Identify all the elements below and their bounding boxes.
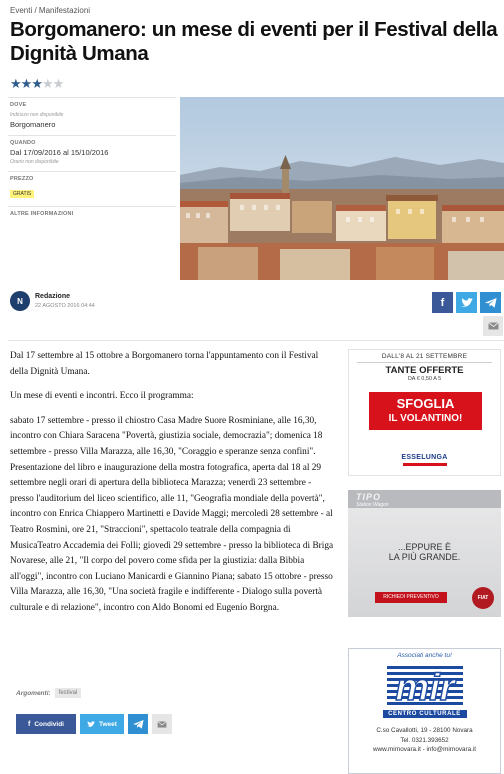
ad-banner-car[interactable] bbox=[348, 490, 501, 617]
ad-banner-cultural-center[interactable] bbox=[348, 648, 501, 774]
star-icon[interactable]: ★ bbox=[52, 76, 64, 91]
info-sub: Orario non disponibile bbox=[10, 159, 59, 165]
divider bbox=[8, 340, 504, 341]
article-paragraph: Un mese di eventi e incontri. Ecco il programma: bbox=[10, 391, 194, 402]
ad-cta-line: IL VOLANTINO! bbox=[388, 413, 463, 424]
mir-logo bbox=[385, 662, 465, 708]
twitter-icon bbox=[87, 721, 95, 728]
share-bar-bottom bbox=[16, 714, 172, 734]
town-panorama-image bbox=[180, 97, 504, 280]
article-body bbox=[10, 349, 336, 626]
author-name[interactable]: Redazione bbox=[35, 293, 71, 300]
info-label: ALTRE INFORMAZIONI bbox=[10, 211, 74, 217]
telegram-icon bbox=[485, 298, 497, 308]
ad-cta-line: SFOGLIA bbox=[396, 396, 455, 411]
facebook-share-label: Condividi bbox=[34, 720, 64, 728]
ad-cta-box[interactable] bbox=[369, 392, 482, 430]
ad-claim bbox=[348, 542, 501, 562]
topic-tag[interactable]: festival bbox=[55, 688, 82, 698]
mail-icon bbox=[488, 322, 499, 330]
telegram-share-button[interactable] bbox=[480, 292, 501, 313]
share-bar-top bbox=[432, 292, 501, 313]
twitter-icon bbox=[461, 298, 473, 308]
mail-share-button[interactable] bbox=[483, 316, 503, 336]
telegram-icon bbox=[133, 720, 144, 729]
ad-org-name: CENTRO CULTURALE bbox=[383, 710, 467, 718]
author-logo[interactable]: N bbox=[10, 291, 30, 311]
ad-brand-logo: ESSELUNGA bbox=[401, 454, 448, 461]
info-label: DOVE bbox=[10, 102, 27, 108]
topics-label: Argomenti: bbox=[16, 689, 51, 697]
ad-car-model: TIPO bbox=[356, 492, 382, 502]
page-title: Borgomanero: un mese di eventi per il Festival della Dignità Umana bbox=[10, 18, 498, 65]
facebook-share-button[interactable] bbox=[432, 292, 453, 313]
info-label: PREZZO bbox=[10, 176, 34, 182]
breadcrumb[interactable]: Eventi / Manifestazioni bbox=[10, 6, 91, 15]
ad-claim-line: ...EPPURE È bbox=[397, 542, 451, 552]
twitter-share-button[interactable] bbox=[80, 714, 124, 734]
twitter-share-label: Tweet bbox=[99, 720, 117, 728]
mir-logo-text: mir bbox=[394, 667, 455, 708]
author-block bbox=[10, 291, 95, 311]
star-icon[interactable]: ★ bbox=[20, 76, 32, 91]
brand-logo-bar bbox=[403, 463, 447, 466]
ad-car-variant: Station Wagon bbox=[356, 502, 389, 508]
info-dove bbox=[8, 97, 176, 135]
rating-stars[interactable] bbox=[10, 76, 63, 92]
ad-brand-logo: FIAT bbox=[472, 587, 494, 609]
divider bbox=[357, 362, 492, 363]
article-paragraph: sabato 17 settembre - presso il chiostro Casa Madre Suore Rosminiane, alle 16,30, incontro con Chiara Saracena "Povertà, giustizia sociale, democrazia"; domenica 18 settembre - presso Villa Marazza, alle 16,30, "Coraggio e speranze senza confini". Presentazione del libro e inaugurazione della mostra fotografica, aperta dal 18 al 29 settembre negli orari di apertura della biblioteca Marazza; venerdì 23 settembre - presso l'auditorium del liceo scientifico, alle 11, "Geografia mondiale della povertà", incontro con Enrica Chiappero Martinetti e Davide Maggi; mercoledì 28 settembre - al Teatro Rosmini, ore 21, "Straccioni", spettacolo teatrale della compagnia di MusicaTeatro Accademia dei Folli; giovedì 29 settembre - presso la biblioteca di Briga Novarese, alle 21, "Il corpo del povero come sfida per la giustizia: dalla Bibbia all'oggi", incontro con Luciano Manicardi e Giannino Piana; sabato 15 ottobre - presso Villa Marazza, alle 16,30, "Una società fragile e indifferente - Dialogo sulla povertà culturale e di relazione", incontro con Aldo Bonomi ed Eugenio Borgna. bbox=[10, 415, 334, 613]
ad-web-email: www.mirnovara.it - info@mirnovara.it bbox=[373, 746, 476, 753]
ad-subline: DA € 0,50 A 5 bbox=[407, 376, 442, 382]
info-sub: Indirizzo non disponibile bbox=[10, 112, 64, 118]
facebook-icon: f bbox=[28, 720, 31, 728]
facebook-share-button[interactable] bbox=[16, 714, 76, 734]
mail-share-button[interactable] bbox=[152, 714, 172, 734]
star-icon[interactable]: ★ bbox=[41, 76, 53, 91]
ad-date-range: DALL'8 AL 21 SETTEMBRE bbox=[381, 353, 468, 360]
info-quando bbox=[8, 135, 176, 171]
info-label: QUANDO bbox=[10, 140, 36, 146]
twitter-share-button[interactable] bbox=[456, 292, 477, 313]
info-value: Borgomanero bbox=[10, 120, 56, 129]
event-photo bbox=[180, 97, 504, 280]
ad-quote-button[interactable]: RICHIEDI PREVENTIVO bbox=[375, 592, 447, 603]
publish-date: 22 AGOSTO 2016 04:44 bbox=[35, 303, 95, 309]
info-value: Dal 17/09/2016 al 15/10/2016 bbox=[10, 148, 109, 157]
ad-phone: Tel. 0321.393652 bbox=[400, 736, 449, 744]
ad-tagline: Associati anche tu! bbox=[397, 652, 452, 659]
ad-banner-supermarket[interactable] bbox=[348, 349, 501, 476]
star-icon[interactable]: ★ bbox=[10, 76, 21, 91]
price-badge: GRATIS bbox=[10, 190, 34, 198]
star-icon[interactable]: ★ bbox=[31, 76, 42, 91]
info-altre bbox=[8, 206, 176, 223]
telegram-share-button[interactable] bbox=[128, 714, 148, 734]
ad-claim-line: LA PIÙ GRANDE. bbox=[388, 552, 461, 562]
event-info-panel bbox=[8, 97, 176, 223]
article-paragraph: Dal 17 settembre al 15 ottobre a Borgomanero torna l'appuntamento con il Festival della Dignità Umana. bbox=[10, 351, 319, 377]
mail-icon bbox=[157, 721, 167, 728]
info-prezzo bbox=[8, 171, 176, 206]
mir-logo-graphic bbox=[385, 662, 465, 708]
ad-headline: TANTE OFFERTE bbox=[385, 365, 464, 376]
topics-row bbox=[16, 688, 81, 698]
ad-address bbox=[349, 726, 500, 755]
facebook-icon: f bbox=[440, 296, 445, 309]
ad-address-line: C.so Cavallotti, 19 - 28100 Novara bbox=[376, 727, 473, 734]
